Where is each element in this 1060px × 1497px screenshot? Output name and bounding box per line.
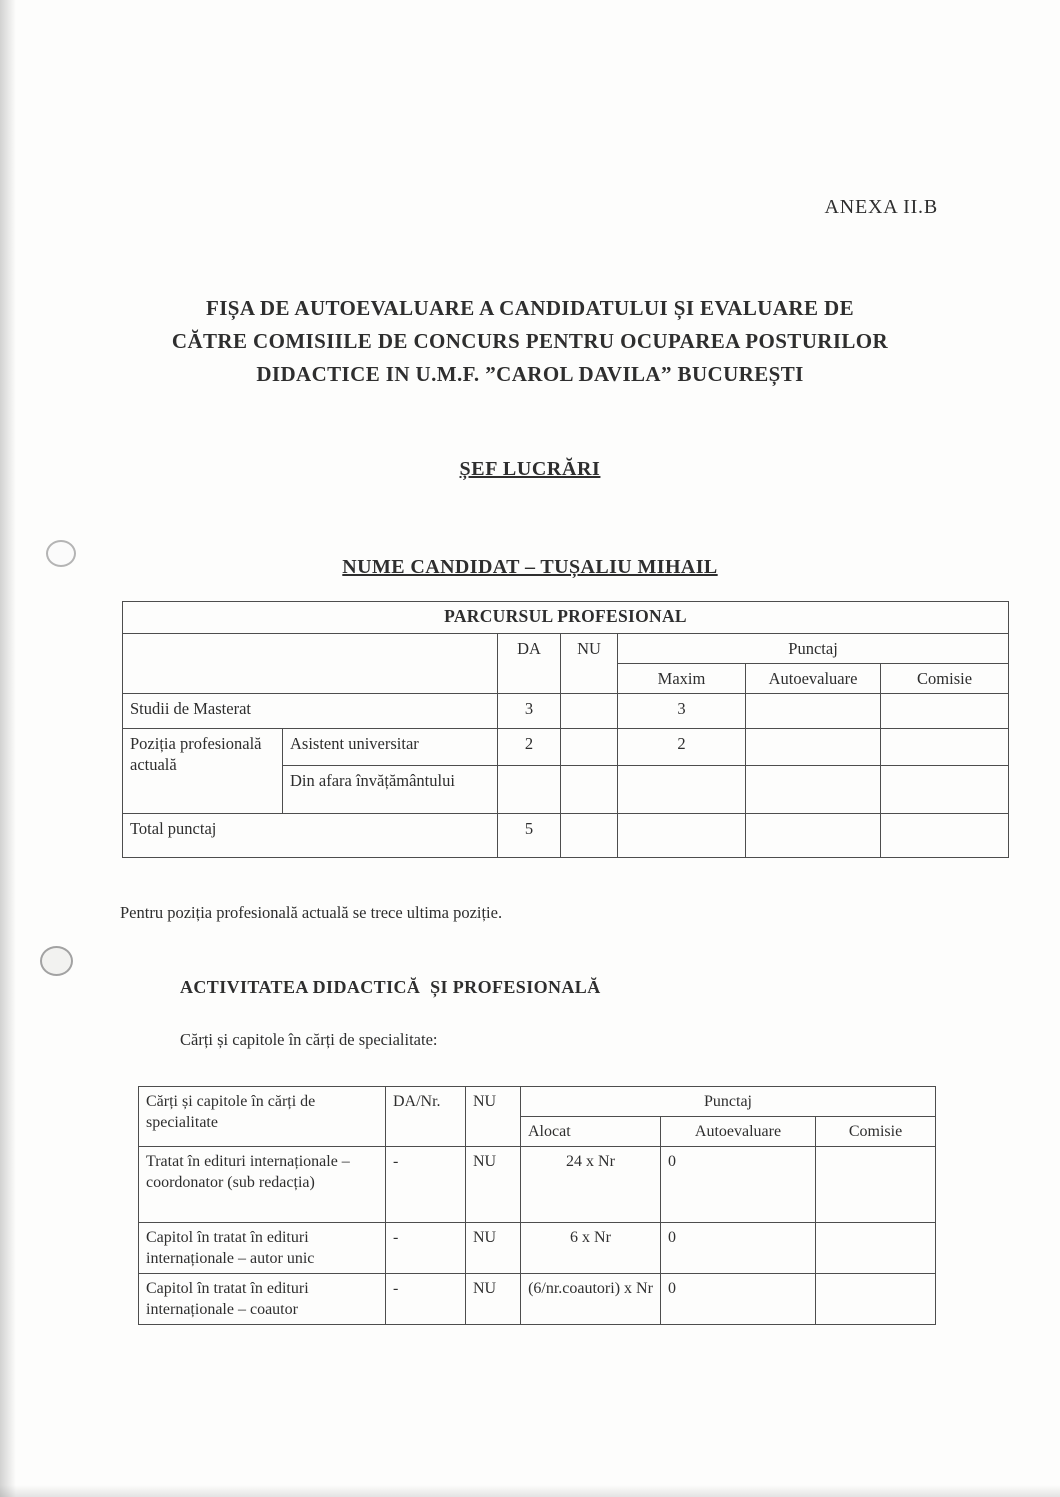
cell-alocat-value: (6/nr.coautori) x Nr — [521, 1274, 661, 1325]
cell-nu-empty — [561, 729, 618, 766]
table1-header-nu: NU — [561, 634, 618, 694]
cell-comisie-empty — [816, 1274, 936, 1325]
row-label: Studii de Masterat — [123, 694, 498, 729]
row-sublabel-dinafara: Din afara învățământului — [283, 766, 498, 814]
table2-header-comisie: Comisie — [816, 1117, 936, 1147]
row-label: Capitol în tratat în edituri internaționale – autor unic — [139, 1223, 386, 1274]
table1-title: PARCURSUL PROFESIONAL — [123, 602, 1009, 634]
cell-comisie-empty — [881, 814, 1009, 858]
table1-row-pozitia-asistent — [123, 729, 1009, 766]
table1-header-da: DA — [498, 634, 561, 694]
cell-comisie-empty — [816, 1147, 936, 1223]
row-label-total: Total punctaj — [123, 814, 498, 858]
section-heading: ACTIVITATEA DIDACTICĂ ȘI PROFESIONALĂ — [180, 977, 601, 997]
table2-header-punctaj: Punctaj — [521, 1087, 936, 1117]
table2-header-da-nr: DA/Nr. — [386, 1087, 466, 1147]
table2-header-row-1 — [139, 1087, 936, 1117]
cell-da-value: 3 — [498, 694, 561, 729]
candidate-name: NUME CANDIDAT – TUȘALIU MIHAIL — [342, 556, 718, 578]
cell-comisie-empty — [816, 1223, 936, 1274]
document-title-line-1: FIȘA DE AUTOEVALUARE A CANDIDATULUI ȘI EVALUARE DE — [205, 296, 855, 320]
section-intro: Cărți și capitole în cărți de specialitate: — [180, 1030, 438, 1049]
cell-autoevaluare-value: 0 — [661, 1147, 816, 1223]
cell-nu-value: NU — [466, 1223, 521, 1274]
cell-alocat-value: 24 x Nr — [521, 1147, 661, 1223]
position-title: ȘEF LUCRĂRI — [459, 458, 601, 480]
table1-header-maxim: Maxim — [618, 664, 746, 694]
cell-comisie-empty — [881, 766, 1009, 814]
cell-autoevaluare-empty — [746, 814, 881, 858]
document-title-line-2: CĂTRE COMISIILE DE CONCURS PENTRU OCUPAREA POSTURILOR — [171, 329, 889, 353]
annex-label: ANEXA II.B — [824, 196, 938, 218]
cell-nu-value: NU — [466, 1147, 521, 1223]
cell-maxim-empty — [618, 814, 746, 858]
table1-row-total — [123, 814, 1009, 858]
cell-comisie-empty — [881, 694, 1009, 729]
table2-header-col1: Cărți și capitole în cărți de specialitate — [139, 1087, 386, 1147]
table2-row-capitol-autor-unic — [139, 1223, 936, 1274]
document-title — [0, 292, 1060, 391]
table1-header-row-1 — [123, 634, 1009, 664]
table2-row-capitol-coautor — [139, 1274, 936, 1325]
parcursul-profesional-table — [122, 601, 1009, 858]
table1-header-empty-cell — [123, 634, 498, 694]
document-title-line-3: DIDACTICE IN U.M.F. ”CAROL DAVILA” BUCUREȘTI — [256, 362, 804, 386]
hole-punch-icon — [40, 946, 73, 976]
cell-da-value: 5 — [498, 814, 561, 858]
cell-comisie-empty — [881, 729, 1009, 766]
table1-header-comisie: Comisie — [881, 664, 1009, 694]
cell-autoevaluare-value: 0 — [661, 1223, 816, 1274]
cell-autoevaluare-value: 0 — [661, 1274, 816, 1325]
cell-nu-empty — [561, 766, 618, 814]
row-sublabel-asistent: Asistent universitar — [283, 729, 498, 766]
table2-header-nu: NU — [466, 1087, 521, 1147]
cell-da-empty — [498, 766, 561, 814]
cell-autoevaluare-empty — [746, 766, 881, 814]
row-label-pozitia: Poziția profesională actuală — [123, 729, 283, 814]
cell-da-nr-value: - — [386, 1147, 466, 1223]
table1-header-autoevaluare: Autoevaluare — [746, 664, 881, 694]
cell-da-value: 2 — [498, 729, 561, 766]
carti-capitole-table — [138, 1086, 936, 1325]
table2-row-tratat-coordonator — [139, 1147, 936, 1223]
cell-autoevaluare-empty — [746, 729, 881, 766]
cell-autoevaluare-empty — [746, 694, 881, 729]
note-text: Pentru poziția profesională actuală se trece ultima poziție. — [120, 903, 503, 922]
cell-da-nr-value: - — [386, 1223, 466, 1274]
row-label: Tratat în edituri internaționale – coordonator (sub redacția) — [139, 1147, 386, 1223]
row-label: Capitol în tratat în edituri internaționale – coautor — [139, 1274, 386, 1325]
cell-maxim-value: 3 — [618, 694, 746, 729]
table1-title-row — [123, 602, 1009, 634]
cell-alocat-value: 6 x Nr — [521, 1223, 661, 1274]
cell-da-nr-value: - — [386, 1274, 466, 1325]
cell-nu-empty — [561, 814, 618, 858]
cell-nu-empty — [561, 694, 618, 729]
table1-header-punctaj: Punctaj — [618, 634, 1009, 664]
cell-maxim-empty — [618, 766, 746, 814]
table2-header-alocat: Alocat — [521, 1117, 661, 1147]
cell-maxim-value: 2 — [618, 729, 746, 766]
table2-header-autoevaluare: Autoevaluare — [661, 1117, 816, 1147]
cell-nu-value: NU — [466, 1274, 521, 1325]
table1-row-studii-masterat — [123, 694, 1009, 729]
